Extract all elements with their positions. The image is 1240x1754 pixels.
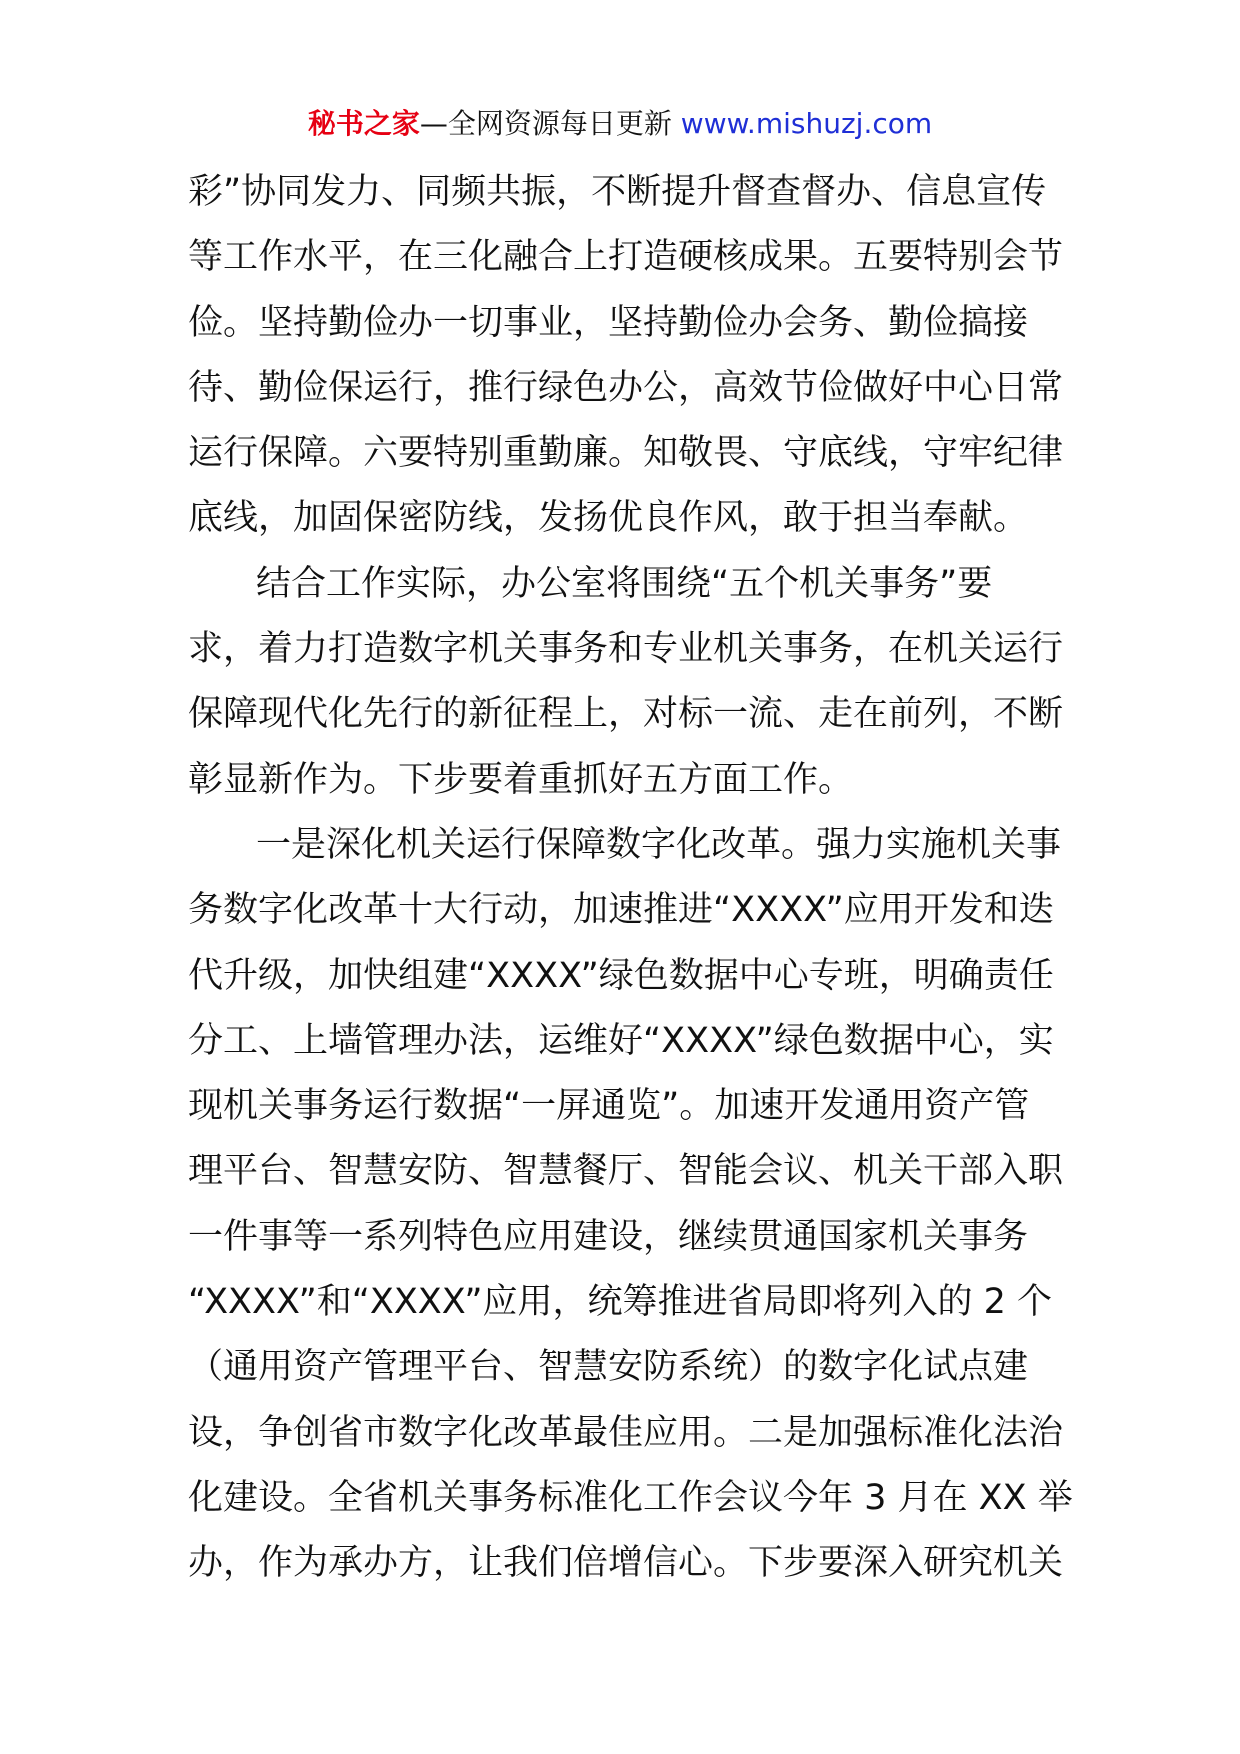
site-header	[0, 102, 1240, 146]
header-tagline: —全网资源每日更新	[419, 107, 672, 140]
text-line: 俭。坚持勤俭办一切事业，坚持勤俭办会务、勤俭搞接	[188, 302, 1029, 343]
text-line: 底线，加固保密防线，发扬优良作风，敢于担当奉献。	[188, 498, 1029, 539]
brand-name: 秘书之家	[307, 107, 420, 140]
text-line: 办，作为承办方，让我们倍增信心。下步要深入研究机关	[188, 1543, 1064, 1584]
text-line: 待、勤俭保运行，推行绿色办公，高效节俭做好中心日常	[188, 367, 1064, 408]
text-line: “XXXX”和“XXXX”应用，统筹推进省局即将列入的 2 个	[188, 1282, 1052, 1323]
text-line: 理平台、智慧安防、智慧餐厅、智能会议、机关干部入职	[188, 1151, 1064, 1192]
text-line: 分工、上墙管理办法，运维好“XXXX”绿色数据中心，实	[188, 1020, 1054, 1061]
site-url-link[interactable]: www.mishuzj.com	[680, 107, 933, 140]
text-line: 求，着力打造数字机关事务和专业机关事务，在机关运行	[188, 629, 1064, 670]
text-line: 彰显新作为。下步要着重抓好五方面工作。	[188, 759, 854, 800]
text-line: 彩”协同发力、同频共振，不断提升督查督办、信息宣传	[188, 172, 1047, 212]
text-line: 运行保障。六要特别重勤廉。知敬畏、守底线，守牢纪律	[188, 433, 1064, 474]
text-line: 等工作水平，在三化融合上打造硬核成果。五要特别会节	[188, 237, 1064, 278]
text-line: 现机关事务运行数据“一屏通览”。加速开发通用资产管	[188, 1086, 1030, 1127]
text-line: 一件事等一系列特色应用建设，继续贯通国家机关事务	[188, 1216, 1029, 1257]
paragraph-first-line: 结合工作实际，办公室将围绕“五个机关事务”要	[256, 563, 993, 604]
text-line: 设，争创省市数字化改革最佳应用。二是加强标准化法治	[188, 1412, 1064, 1453]
text-line: 化建设。全省机关事务标准化工作会议今年 3 月在 XX 举	[188, 1477, 1073, 1518]
paragraph-first-line: 一是深化机关运行保障数字化改革。强力实施机关事	[256, 824, 1062, 865]
document-body	[188, 160, 1073, 1597]
text-line: 务数字化改革十大行动，加速推进“XXXX”应用开发和迭	[188, 890, 1054, 931]
text-line: 代升级，加快组建“XXXX”绿色数据中心专班，明确责任	[188, 955, 1054, 996]
text-line: 保障现代化先行的新征程上，对标一流、走在前列，不断	[188, 694, 1064, 735]
text-line: （通用资产管理平台、智慧安防系统）的数字化试点建	[188, 1347, 1029, 1388]
